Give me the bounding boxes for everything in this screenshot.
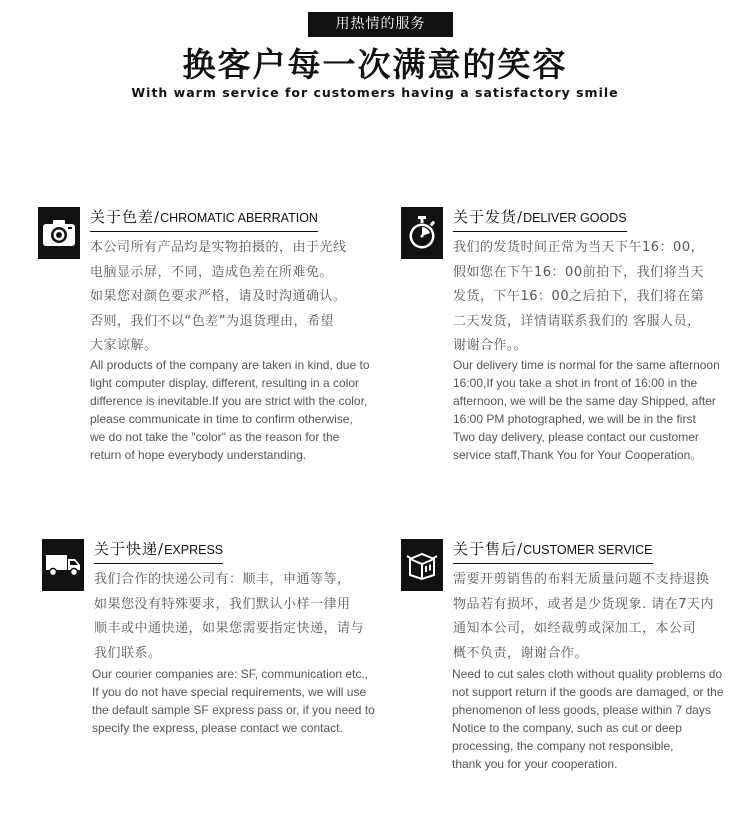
text-line: 谢谢合作。。	[453, 338, 528, 353]
text-line: processing, the company not responsible,	[452, 739, 674, 753]
section-cn-text	[453, 236, 704, 359]
section-en-text	[452, 665, 724, 773]
text-line: service staff,Thank You for Your Cooperation。	[453, 448, 703, 462]
text-line: 16:00,If you take a shot in front of 16:00 in the	[453, 376, 698, 390]
section-title	[453, 539, 653, 564]
section-deliver-goods	[401, 207, 741, 467]
text-line: Need to cut sales cloth without quality problems do	[452, 667, 723, 681]
section-title	[94, 539, 223, 564]
text-line: 否则，我们不以“色差”为退货理由，希望	[90, 313, 334, 329]
text-line: Notice to the company, such as cut or deep	[452, 721, 682, 735]
text-line: 假如您在下午16：00前拍下，我们将当天	[453, 264, 705, 280]
section-en-text	[92, 665, 375, 737]
text-line: thank you for your cooperation.	[452, 757, 618, 771]
text-line: please communicate in time to confirm otherwise,	[90, 412, 353, 426]
text-line: Our courier companies are: SF, communication etc.,	[92, 667, 369, 681]
section-express	[42, 539, 382, 739]
text-line: 通知本公司，如经裁剪或深加工，本公司	[453, 621, 697, 636]
text-line: 如果您对颜色要求严格，请及时沟通确认。	[90, 289, 347, 304]
text-line: 需要开剪销售的布料无质量问题不支持退换	[453, 572, 710, 587]
text-line: we do not take the "color" as the reason for the	[90, 430, 340, 444]
section-en-text	[90, 356, 370, 464]
section-title	[90, 207, 318, 232]
section-title-en: EXPRESS	[164, 543, 224, 557]
text-line: 16:00 PM photographed, we will be in the first	[453, 412, 696, 426]
text-line: 本公司所有产品均是实物拍摄的，由于光线	[90, 240, 347, 255]
text-line: 发货，下午16：00之后拍下，我们将在第	[453, 289, 705, 304]
text-line: light computer display, different, resulting in a color	[90, 376, 360, 390]
text-line: specify the express, please contact we contact.	[92, 721, 343, 735]
section-cn-text	[90, 236, 347, 359]
text-line: 顺丰或中通快递，如果您需要指定快递，请与	[94, 621, 365, 636]
text-line: 物品若有损坏，或者是少货现象. 请在7天内	[453, 596, 715, 612]
text-line: not support return if the goods are damaged, or the	[452, 685, 724, 699]
text-line: Our delivery time is normal for the same afternoon	[453, 358, 720, 372]
text-line: 我们合作的快递公司有：顺丰，申通等等，	[94, 572, 351, 587]
text-line: If you do not have special requirements, we will use	[92, 685, 367, 699]
section-title-cn: 关于售后/	[453, 540, 524, 558]
text-line: return of hope everybody understanding.	[90, 448, 307, 462]
section-title-en: CUSTOMER SERVICE	[523, 543, 653, 557]
text-line: 我们的发货时间正常为当天下午16：00，	[453, 240, 705, 255]
tagline-badge: 用热情的服务	[308, 12, 453, 37]
section-title-cn: 关于色差/	[90, 208, 161, 226]
text-line: the default sample SF express pass or, if you need to	[92, 703, 375, 717]
section-title-en: CHROMATIC ABERRATION	[160, 211, 318, 225]
section-title-cn: 关于发货/	[453, 208, 524, 226]
text-line: All products of the company are taken in kind, due to	[90, 358, 370, 372]
stopwatch-icon	[401, 207, 443, 259]
text-line: 电脑显示屏，不同，造成色差在所难免。	[90, 264, 334, 280]
camera-icon	[38, 207, 80, 259]
page-subtitle: With warm service for customers having a satisfactory smile	[131, 85, 619, 100]
section-title	[453, 207, 627, 232]
section-cn-text	[94, 568, 364, 666]
section-chromatic-aberration	[38, 207, 378, 467]
page-title: 换客户每一次满意的笑容	[182, 45, 568, 84]
text-line: afternoon, we will be the same day Shipped, after	[453, 394, 716, 408]
text-line: phenomenon of less goods, please within 7 days	[452, 703, 711, 717]
text-line: 二天发货，详情请联系我们的 客服人员，	[453, 313, 701, 329]
text-line: difference is inevitable.If you are strict with the color,	[90, 394, 368, 408]
text-line: Two day delivery, please contact our customer	[453, 430, 699, 444]
section-title-cn: 关于快递/	[94, 540, 165, 558]
text-line: 大家谅解。	[90, 338, 158, 353]
package-icon	[401, 539, 443, 591]
truck-icon	[42, 539, 84, 591]
text-line: 如果您没有特殊要求，我们默认小样一律用	[94, 596, 351, 612]
section-en-text	[453, 356, 720, 464]
section-title-en: DELIVER GOODS	[523, 211, 627, 225]
text-line: 我们联系。	[94, 645, 162, 661]
section-cn-text	[453, 568, 714, 666]
section-customer-service	[401, 539, 746, 779]
text-line: 概不负责，谢谢合作。	[453, 645, 589, 661]
